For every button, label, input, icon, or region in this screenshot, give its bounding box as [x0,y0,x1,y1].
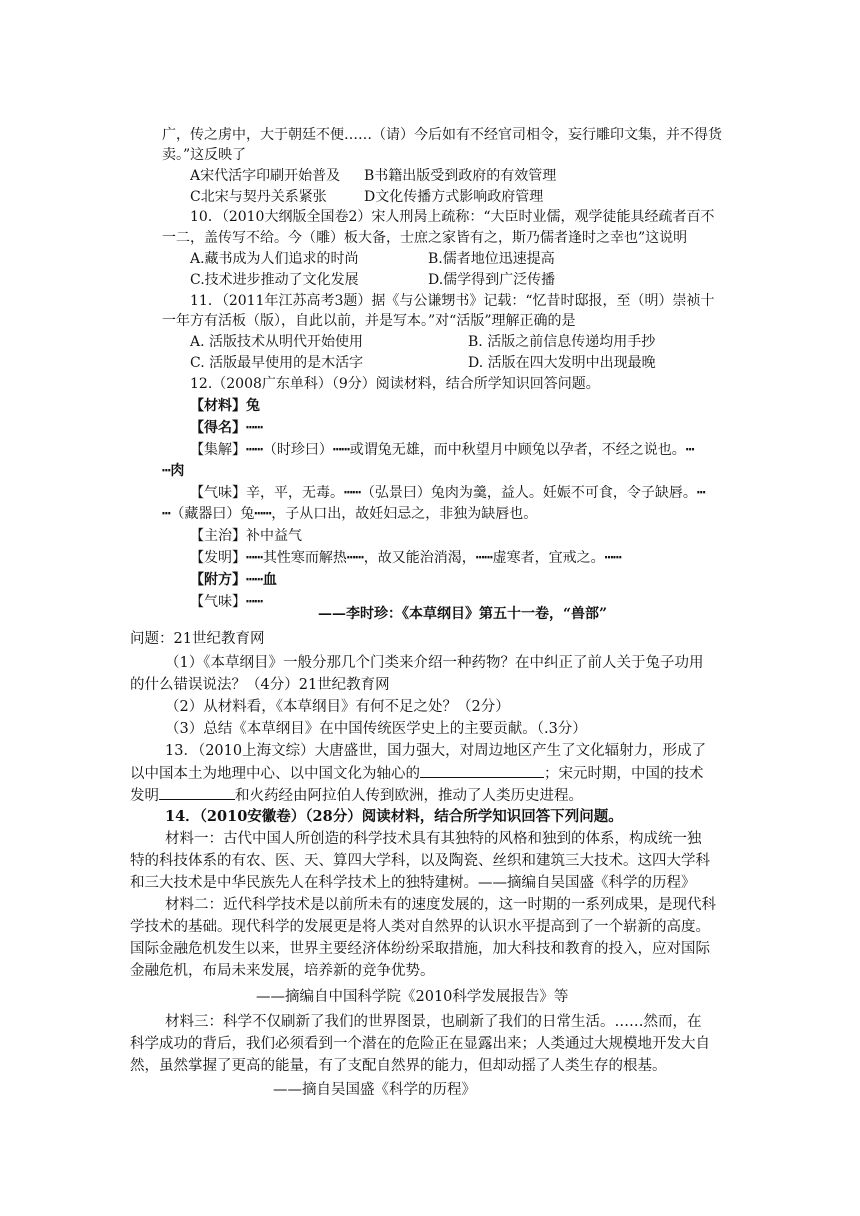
q14-material3-line1: 材料三：科学不仅刷新了我们的世界图景，也刷新了我们的日常生活。……然而，在 [165,1014,702,1030]
q12-material-jijie-line2: ┅肉 [162,463,185,479]
q12-material-qiwei-line1: 【气味】辛，平，无毒。┅┅（弘景曰）兔肉为羹，益人。妊娠不可食，令子缺唇。┅ [190,485,706,501]
q14-material1-line2: 特的科技体系的有农、医、天、算四大学科，以及陶瓷、丝织和建筑三大技术。这四大学科 [130,853,710,869]
q10-option-a: A.藏书成为人们追求的时尚 [190,251,359,267]
q12-sub1-line2: 的什么错误说法？（4分）21世纪教育网 [130,677,390,693]
q12-source: ——李时珍：《本草纲目》第五十一卷，“兽部” [318,606,608,622]
q11-stem-line1: 11．（2011年江苏高考3题）据《与公谦甥书》记载：“忆昔时邸报，至（明）崇祯十 [190,293,715,309]
q14-material2-source: ——摘编自中国科学院《2010科学发展报告》等 [256,989,569,1005]
q10-stem-line1: 10．（2010大纲版全国卷2）宋人刑昺上疏称：“大臣时业儒，观学徒能具经疏者百不 [190,209,715,225]
q13-line2-tail: ；宋元时期，中国的技术 [544,766,704,782]
q12-sub2: （2）从材料看，《本草纲目》有何不足之处？（2分） [165,699,510,715]
q12-sub3: （3）总结《本草纲目》在中国传统医学史上的主要贡献。（.3分） [165,721,587,737]
q14-material1-line1: 材料一：古代中国人所创造的科学技术具有其独特的风格和独到的体系，构成统一独 [165,831,702,847]
q9-option-a: A宋代活字印刷开始普及 [190,168,341,184]
q11-option-c: C. 活版最早使用的是木活字 [190,355,364,371]
q10-option-c: C.技术进步推动了文化发展 [190,272,359,288]
q13-line3-text: 发明 [130,788,159,804]
q12-stem: 12.（2008广东单科）（9分）阅读材料，结合所学知识回答问题。 [190,376,600,392]
q13-blank-2[interactable] [159,785,235,800]
q12-material-naming: 【得名】┅┅ [190,420,263,436]
q9-option-c: C北宋与契丹关系紧张 [190,189,327,205]
q14-stem: 14．（2010安徽卷）（28分）阅读材料，结合所学知识回答下列问题。 [165,808,623,825]
q12-material-faming: 【发明】┅┅其性寒而解热┅┅，故又能治消渴，┅┅虚寒者，宜戒之。┅┅ [190,550,622,566]
q12-questions-label: 问题：21世纪教育网 [130,631,265,647]
q13-line2-text: 以中国本土为地理中心、以中国文化为轴心的 [130,766,420,782]
q14-material3-line2: 科学成功的背后，我们必须看到一个潜在的危险正在显露出来；人类通过大规模地开发大自 [130,1036,710,1052]
q14-material2-line4: 金融危机，布局未来发展，培养新的竞争优势。 [130,963,435,979]
q12-material-rabbit: 【材料】兔 [190,398,260,414]
q9-stem-line2: 卖。”这反映了 [162,147,247,163]
q11-option-a: A. 活版技术从明代开始使用 [190,334,364,350]
q10-option-b: B.儒者地位迅速提高 [428,251,555,267]
q9-option-d: D文化传播方式影响政府管理 [364,189,544,205]
q13-line1: 13．（2010上海文综）大唐盛世，国力强大，对周边地区产生了文化辐射力，形成了 [165,743,707,759]
q9-option-b: B书籍出版受到政府的有效管理 [364,168,557,184]
q12-material-qiwei2: 【气味】┅┅ [190,594,263,610]
q12-material-fufang: 【附方】┅┅血 [190,572,277,588]
q13-blank-1[interactable] [420,763,544,778]
q12-material-qiwei-line2: ┅（藏器曰）兔┅┅，子从口出，故妊妇忌之，非独为缺唇也。 [162,506,538,522]
q11-option-b: B. 活版之前信息传递均用手抄 [468,334,656,350]
q14-material2-line3: 国际金融危机发生以来，世界主要经济体纷纷采取措施，加大科技和教育的投入，应对国际 [130,941,710,957]
q14-material2-line1: 材料二：近代科学技术是以前所未有的速度发展的，这一时期的一系列成果，是现代科 [165,897,716,913]
q14-material3-line3: 然，虽然掌握了更高的能量，有了支配自然界的能力，但却动摇了人类生存的根基。 [130,1058,667,1074]
q11-option-d: D. 活版在四大发明中出现最晚 [468,355,656,371]
q14-material2-line2: 学技术的基础。现代科学的发展更是将人类对自然界的认识水平提高到了一个崭新的高度。 [130,919,710,935]
q14-material3-source: ——摘自吴国盛《科学的历程》 [273,1082,476,1098]
q11-stem-line2: 一年方有活板（版），自此以前，并是写本。”对“活版”理解正确的是 [162,313,576,329]
q12-sub1-line1: （1）《本草纲目》一般分那几个门类来介绍一种药物？在中纠正了前人关于兔子功用 [165,655,704,671]
q14-material1-line3: 和三大技术是中华民族先人在科学技术上的独特建树。——摘编自吴国盛《科学的历程》 [130,875,696,891]
q12-material-zhuzhi: 【主治】补中益气 [190,528,302,544]
q9-stem-line1: 广，传之虏中，大于朝廷不便……（请）今后如有不经官司相令，妄行雕印文集，并不得货 [162,127,722,143]
q13-line3-tail: 和火药经由阿拉伯人传到欧洲，推动了人类历史进程。 [235,788,583,804]
q13-line3 [130,785,583,806]
q10-option-d: D.儒学得到广泛传播 [428,272,556,288]
q12-material-jijie-line1: 【集解】┅┅（时珍曰）┅┅或谓兔无雄，而中秋望月中顾兔以孕者，不经之说也。┅ [190,442,695,458]
q10-stem-line2: 一二，盖传写不给。今（雕）板大备，士庶之家皆有之，斯乃儒者逢时之幸也”这说明 [162,230,688,246]
q13-line2 [130,763,704,784]
